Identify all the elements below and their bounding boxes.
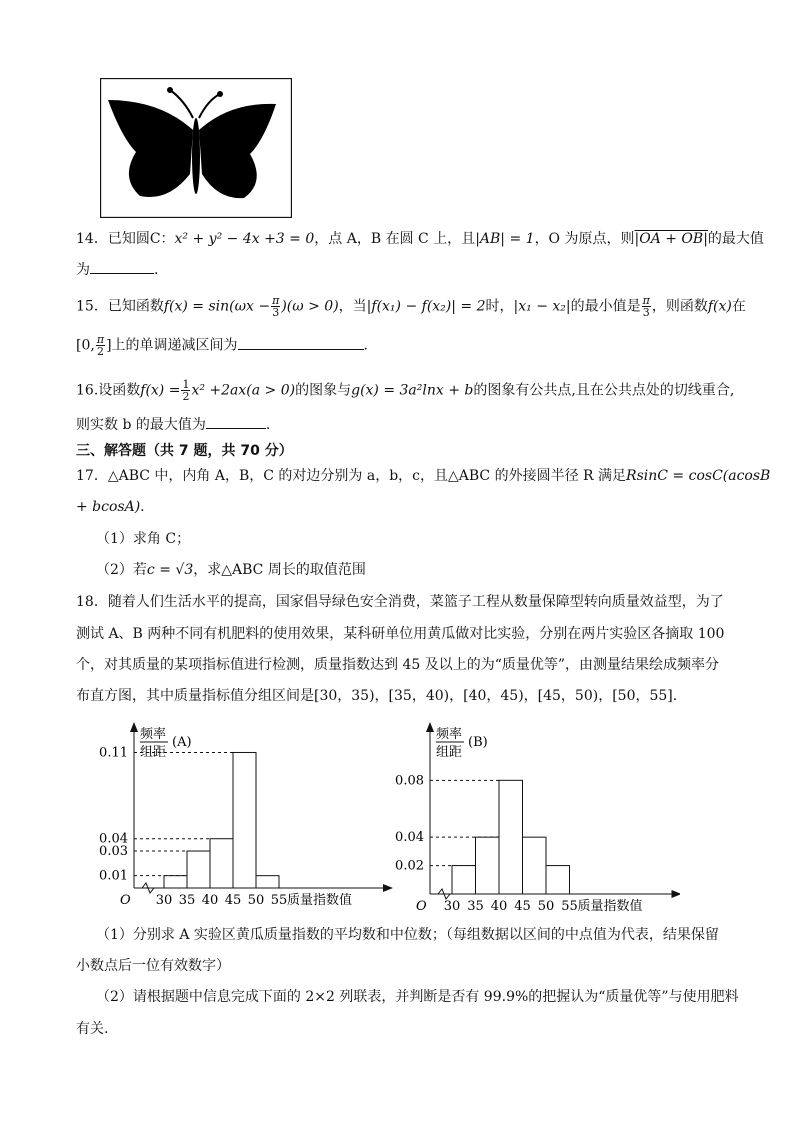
x-axis-arrow	[672, 890, 681, 898]
fraction	[181, 379, 190, 402]
numerator: π	[272, 294, 280, 307]
q17-part-2	[96, 560, 366, 580]
q16-function-f: f(x) =	[140, 382, 181, 399]
origin-label: O	[416, 899, 427, 914]
histogram-bar	[499, 780, 523, 894]
q14-text: ，O 为原点，则	[534, 231, 635, 247]
q17-equation-cont: + bcosA)	[76, 499, 141, 515]
answer-blank[interactable]	[238, 335, 364, 350]
histogram-bar	[164, 876, 187, 888]
q17-text: 17．△ABC 中，内角 A，B，C 的对边分别为 a，b，c，且△ABC 的外接圆半径 R 满足	[76, 468, 627, 484]
y-tick-label: 0.11	[99, 745, 128, 761]
y-axis-arrow	[130, 722, 138, 732]
fraction	[642, 295, 651, 318]
histogram-bar	[452, 866, 476, 894]
q15-text: ，则函数	[651, 298, 708, 315]
answer-blank[interactable]	[206, 414, 266, 429]
histogram-bar	[523, 837, 547, 894]
x-axis-label: 质量指数值	[577, 899, 643, 914]
q16-text: 则实数 b 的最大值为	[76, 417, 206, 433]
question-14-line-1	[76, 229, 764, 249]
q16-function-f-rest: x² +2ax(a > 0)	[191, 382, 296, 399]
y-tick-label: 0.02	[395, 858, 424, 874]
q14-ab-length: |AB| = 1	[475, 231, 535, 247]
histogram-bar	[187, 851, 210, 888]
q17-text: .	[140, 499, 145, 515]
butterfly-figure	[100, 78, 292, 218]
denominator: 2	[182, 390, 190, 403]
q18-part-1-line-2: 小数点后一位有效数字）	[76, 958, 230, 974]
x-tick-label: 45	[514, 899, 531, 914]
x-tick-label: 40	[201, 893, 219, 908]
histogram-bar	[546, 866, 570, 894]
q14-text: 为	[76, 262, 90, 278]
question-18-line-4: 布直方图，其中质量指标值分组区间是[30，35)，[35，40)，[40，45)，[45，50)，[50，55].	[76, 688, 678, 704]
histogram-b	[380, 712, 680, 922]
q17-text: ，求△ABC 周长的取值范围	[193, 562, 366, 578]
q14-text: 14．已知圆C：	[76, 231, 175, 247]
x-tick-label: 35	[178, 893, 196, 908]
q17-text: （2）若	[96, 562, 147, 578]
x-tick-label: 55	[270, 893, 288, 908]
fraction	[96, 334, 105, 357]
q16-text: 的图象有公共点,且在公共点处的切线重合,	[473, 382, 735, 399]
q16-text: 16.设函数	[76, 382, 141, 399]
answer-blank[interactable]	[90, 259, 154, 274]
q15-text: ，当	[338, 298, 367, 315]
y-tick-label: 0.03	[99, 844, 128, 860]
question-17-line-2	[76, 497, 145, 517]
numerator: 1	[182, 378, 190, 391]
q14-text: 的最大值	[707, 231, 764, 247]
chart-title: (B)	[468, 735, 488, 750]
q15-interval-start: [0,	[76, 337, 95, 354]
q15-abs-difference: |f(x₁) − f(x₂)| = 2	[366, 298, 486, 315]
q18-part-2-line-2: 有关.	[76, 1021, 109, 1037]
y-label-top: 频率	[436, 727, 463, 742]
question-17-line-1	[76, 466, 770, 486]
q15-fx: f(x)	[707, 298, 732, 315]
x-tick-label: 30	[155, 893, 173, 908]
denominator: 3	[272, 306, 280, 319]
q18-part-2-line-1: （2）请根据题中信息完成下面的 2×2 列联表，并判断是否有 99.9%的把握认为“质量优等”与使用肥料	[96, 989, 739, 1005]
origin-label: O	[120, 893, 131, 908]
x-tick-label: 50	[247, 893, 265, 908]
y-label-bottom: 组距	[140, 745, 167, 760]
numerator: π	[642, 294, 650, 307]
question-14-line-2: 为 .	[76, 259, 158, 280]
q15-text: ]上的单调递减区间为	[106, 337, 238, 354]
y-tick-label: 0.04	[99, 831, 128, 847]
question-16-line-1	[76, 379, 734, 402]
y-tick-label: 0.01	[99, 868, 128, 884]
x-tick-label: 50	[537, 899, 555, 914]
x-axis-label: 质量指数值	[287, 893, 353, 908]
histogram-bar	[256, 876, 279, 888]
q17-c-value: c = √3	[146, 562, 194, 578]
histogram-bar	[476, 837, 500, 894]
q15-text: 15．已知函数	[76, 298, 164, 315]
x-tick-label: 55	[561, 899, 578, 914]
question-15-line-2: [0, $\frac{\pi}{2}$ ]上的单调递减区间为 .	[76, 333, 368, 358]
q15-text: 在	[731, 298, 746, 315]
y-tick-label: 0.04	[395, 830, 424, 846]
y-axis-arrow	[426, 722, 434, 732]
denominator: 2	[96, 345, 104, 358]
q17-equation: RsinC = cosC(acosB	[626, 468, 771, 484]
q16-text: 的图象与	[295, 382, 352, 399]
q15-condition: )(ω > 0)	[281, 298, 339, 315]
y-label-bottom: 组距	[436, 745, 463, 760]
fraction	[271, 295, 280, 318]
x-tick-label: 45	[224, 893, 242, 908]
histogram-bar	[233, 752, 256, 888]
y-tick-label: 0.08	[395, 773, 424, 789]
q16-function-g: g(x) = 3a²lnx + b	[351, 382, 474, 399]
q18-part-1-line-1: （1）分别求 A 实验区黄瓜质量指数的平均数和中位数；（每组数据以区间的中点值为代表，结果保留	[96, 927, 719, 943]
q17-part-1: （1）求角 C；	[96, 531, 191, 547]
q14-circle-equation: x² + y² − 4x +3 = 0	[174, 231, 315, 247]
q15-text: 的最小值是	[570, 298, 641, 315]
chart-title: (A)	[172, 735, 192, 750]
q15-text: 时，	[485, 298, 514, 315]
q15-function: f(x) = sin(ωx −	[163, 298, 271, 315]
x-tick-label: 30	[443, 899, 461, 914]
x-tick-label: 35	[467, 899, 484, 914]
numerator: π	[96, 333, 105, 346]
question-15-line-1	[76, 295, 746, 318]
question-18-line-2: 测试 A、B 两种不同有机肥料的使用效果，某科研单位用黄瓜做对比实验，分别在两片实验区各摘取 100	[76, 626, 725, 642]
q14-vector-sum: |OA + OB|	[634, 231, 708, 247]
denominator: 3	[642, 306, 650, 319]
q14-text: ，点 A，B 在圆 C 上，且	[314, 231, 476, 247]
q15-abs-x: |x₁ − x₂|	[513, 298, 571, 315]
x-tick-label: 40	[490, 899, 508, 914]
question-16-line-2: 则实数 b 的最大值为 .	[76, 414, 270, 435]
y-label-top: 频率	[140, 727, 167, 742]
histogram-bar	[210, 839, 233, 888]
question-18-line-1: 18．随着人们生活水平的提高，国家倡导绿色安全消费，菜篮子工程从数量保障型转向质量效益型，为了	[76, 594, 724, 610]
question-18-line-3: 个，对其质量的某项指标值进行检测，质量指数达到 45 及以上的为“质量优等”，由测量结果绘成频率分	[76, 657, 720, 673]
section-title: 三、解答题（共 7 题，共 70 分）	[76, 443, 293, 459]
histogram-a	[96, 712, 406, 922]
